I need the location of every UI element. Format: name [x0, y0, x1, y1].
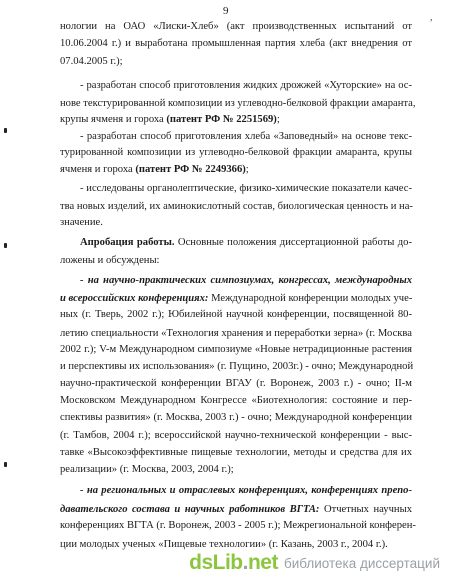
text-line: ложены и обсуждены: [60, 255, 160, 266]
watermark [189, 551, 440, 575]
corner-mark: , [430, 12, 433, 23]
text-line: тва новых изделий, их аминокислотный состав, биологическая ценность и на- [60, 201, 413, 212]
text-line: - разработан способ приготовления хлеба «Заповедный» на основе текс- [80, 131, 412, 142]
text-line: Апробация работы. Основные положения диссертационной работы до- [80, 237, 412, 248]
text-line: тавке «Высокоэффективные пищевые технологии, методы и средства для их [60, 447, 412, 458]
text-line: и всероссийских конференциях: Международной конференции молодых уче- [60, 293, 413, 304]
text-line: 10.06.2004 г.) и выработана промышленная партия хлеба (акт внедрения от [60, 38, 412, 49]
text-line: - разработан способ приготовления жидких дрожжей «Хуторские» на ос- [80, 80, 412, 91]
text-line: Московском Международном Конгрессе «Биотехнология: состояние и пер- [60, 395, 412, 406]
text-line: нологии на ОАО «Лиски-Хлеб» (акт производственных испытаний от [60, 21, 412, 32]
text-line: и перспективы их использования» (г. Пущино, 2003г.) - очно; Международной [60, 361, 414, 372]
page-number: 9 [223, 5, 229, 17]
margin-mark [4, 128, 7, 133]
text-line: - исследованы органолептические, физико-химические показатели качес- [80, 183, 412, 194]
margin-mark [4, 462, 7, 467]
text-line: (г. Тамбов, 2004 г.); всероссийской научно-технической конференции - выс- [60, 430, 412, 441]
text-line: 07.04.2005 г.); [60, 56, 123, 67]
text-line: турированной композиции из углеводно-белковой фракции амаранта, крупы [60, 147, 412, 158]
watermark-caption: библиотека диссертаций [283, 555, 440, 571]
text-line: научно-практической конференции ВГАУ (г. Воронеж, 2003 г.) - очно; II-м [60, 378, 412, 389]
text-line: - на региональных и отраслевых конференциях, конференциях препо- [80, 485, 412, 496]
text-line: реализации» (г. Москва, 2003, 2004 г.); [60, 464, 234, 475]
watermark-logo: dsLib.net [189, 551, 278, 574]
text-line: нове текстурированной композиции из углеводно-белковой фракции амаранта, [60, 98, 416, 109]
text-line: спективы развития» (г. Москва, 2003 г.) - очно; Международной конференции [60, 412, 412, 423]
text-line: ных (г. Тверь, 2002 г.); Юбилейной научной конференции, посвященной 80- [60, 309, 412, 320]
margin-mark [4, 243, 7, 248]
text-line: значение. [60, 217, 103, 228]
text-line: ции молодых ученых «Пищевые технологии» (г. Казань, 2003 г., 2004 г.). [60, 539, 388, 550]
text-line: 2002 г.); V-м Международном симпозиуме «Новые нетрадиционные растения [60, 344, 412, 355]
text-line: давательского состава и научных работников ВГТА: Отчетных научных [60, 504, 412, 515]
text-line: крупы ячменя и гороха (патент РФ № 2251569); [60, 114, 280, 125]
text-line: конференциях ВГТА (г. Воронеж, 2003 - 2005 г.); Межрегиональной конферен- [60, 520, 416, 531]
text-line: летию специальности «Технология хранения и переработки зерна» (г. Москва [60, 328, 412, 339]
text-line: - на научно-практических симпозиумах, конгрессах, международных [80, 275, 412, 286]
text-line: ячменя и гороха (патент РФ № 2249366); [60, 164, 249, 175]
